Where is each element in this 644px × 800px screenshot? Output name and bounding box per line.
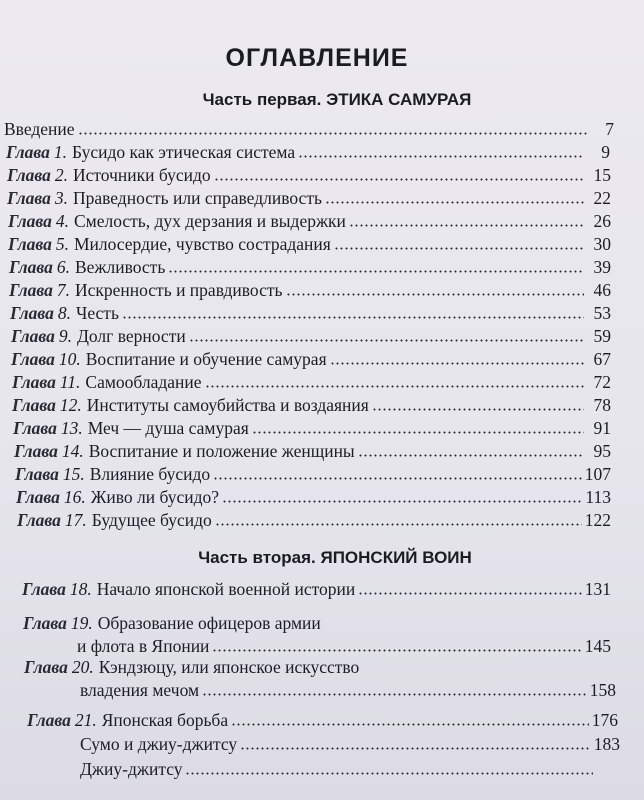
leader-dots [213, 477, 582, 480]
page-title: ОГЛАВЛЕНИЕ [225, 44, 409, 72]
toc-entry-chapter-19-cont[interactable] [77, 635, 611, 657]
toc-entry-chapter-15[interactable] [15, 463, 611, 485]
chapter-number: 8. [57, 303, 71, 323]
toc-entry-page: 183 [593, 734, 620, 754]
leader-dots [215, 523, 582, 526]
toc-entry-page: 9 [601, 142, 610, 162]
toc-entry-chapter-1[interactable] [6, 141, 610, 163]
toc-entry-title: Вежливость [74, 257, 166, 277]
toc-entry-page: 30 [593, 234, 611, 254]
part-one-heading: Часть первая. ЭТИКА САМУРАЯ [202, 90, 472, 109]
toc-entry-title: Самообладание [85, 372, 202, 392]
glava-label: Глава [24, 657, 68, 677]
chapter-number: 17. [64, 510, 87, 530]
toc-entry-title: Введение [4, 119, 75, 139]
toc-entry-page: 53 [593, 303, 611, 323]
toc-entry-title: Кэндзюцу, или японское искусство [98, 657, 360, 677]
glava-label: Глава [13, 418, 57, 438]
leader-dots [189, 339, 584, 342]
toc-entry-chapter-8[interactable] [10, 302, 611, 324]
toc-entry-page: 113 [585, 487, 611, 507]
glava-label: Глава [11, 326, 55, 346]
chapter-number: 3. [54, 188, 68, 208]
chapter-number: 18. [69, 579, 92, 599]
glava-label: Глава [12, 395, 56, 415]
toc-entry-title-continued: и флота в Японии [77, 636, 210, 656]
toc-entry-page: 7 [605, 119, 614, 139]
glava-label: Глава [9, 280, 53, 300]
toc-entry-title: Милосердие, чувство сострадания [73, 234, 331, 254]
glava-label: Глава [10, 303, 54, 323]
chapter-number: 20. [71, 657, 94, 677]
glava-label: Глава [14, 441, 58, 461]
leader-dots [168, 270, 584, 273]
leader-dots [372, 408, 584, 411]
leader-dots [349, 224, 584, 227]
toc-entry-chapter-5[interactable] [8, 233, 611, 255]
leader-dots [214, 178, 584, 181]
toc-entry-title: Живо ли бусидо? [90, 487, 220, 507]
toc-entry-title: Честь [75, 303, 119, 323]
toc-entry-chapter-13[interactable] [13, 417, 611, 439]
chapter-number: 7. [56, 280, 70, 300]
glava-label: Глава [7, 188, 51, 208]
toc-entry-title: Праведность или справедливость [72, 188, 322, 208]
toc-entry-page: 46 [593, 280, 611, 300]
toc-entry-title: Начало японской военной истории [96, 579, 356, 599]
leader-dots [185, 772, 593, 775]
glava-label: Глава [27, 710, 71, 730]
chapter-number: 21. [74, 710, 97, 730]
glava-label: Глава [17, 510, 61, 530]
toc-entry-title: Бусидо как этическая система [71, 142, 296, 162]
leader-dots [298, 155, 583, 158]
leader-dots [202, 693, 587, 696]
toc-entry-title: Воспитание и положение женщины [88, 441, 355, 461]
toc-entry-title: Образование офицеров армии [97, 613, 321, 633]
leader-dots [122, 316, 584, 319]
toc-entry-chapter-10[interactable] [11, 348, 611, 370]
toc-entry-title: Институты самоубийства и воздаяния [86, 395, 369, 415]
glava-label: Глава [23, 613, 67, 633]
toc-entry-page: 15 [593, 165, 611, 185]
toc-entry-chapter-14[interactable] [14, 440, 611, 462]
leader-dots [212, 649, 581, 652]
chapter-number: 12. [59, 395, 82, 415]
glava-label: Глава [6, 142, 50, 162]
chapter-number: 4. [55, 211, 69, 231]
toc-entry-title: Джиу-джитсу [80, 759, 183, 779]
toc-entry-page: 95 [593, 441, 611, 461]
leader-dots [222, 500, 582, 503]
chapter-number: 11. [59, 372, 81, 392]
toc-entry-chapter-3[interactable] [7, 187, 611, 209]
chapter-number: 14. [61, 441, 84, 461]
chapter-number: 13. [60, 418, 83, 438]
toc-entry-page: 72 [593, 372, 611, 392]
toc-entry-chapter-19[interactable] [23, 612, 611, 634]
chapter-number: 16. [63, 487, 86, 507]
toc-entry-page: 131 [584, 579, 611, 599]
toc-entry-chapter-2[interactable] [7, 164, 611, 186]
toc-entry-page: 107 [584, 464, 611, 484]
toc-sub-entry-sumo[interactable] [80, 733, 620, 755]
leader-dots [334, 247, 584, 250]
toc-entry-page: 158 [589, 680, 616, 700]
toc-entry-chapter-21[interactable] [27, 709, 618, 731]
glava-label: Глава [7, 165, 51, 185]
toc-sub-entry-jiujitsu[interactable] [80, 758, 620, 780]
toc-entry-page: 59 [593, 326, 611, 346]
glava-label: Глава [12, 372, 56, 392]
toc-entry-page: 78 [593, 395, 611, 415]
toc-entry-page: 39 [593, 257, 611, 277]
chapter-number: 1. [53, 142, 67, 162]
toc-entry-chapter-17[interactable] [17, 509, 611, 531]
chapter-number: 10. [58, 349, 81, 369]
toc-entry-title: Японская борьба [101, 710, 229, 730]
glava-label: Глава [9, 257, 53, 277]
toc-entry-chapter-11[interactable] [12, 371, 611, 393]
glava-label: Глава [15, 464, 59, 484]
toc-entry-page: 145 [584, 636, 611, 656]
leader-dots [358, 592, 581, 595]
part-two-heading: Часть вторая. ЯПОНСКИЙ ВОИН [198, 548, 472, 567]
glava-label: Глава [16, 487, 60, 507]
chapter-number: 2. [54, 165, 68, 185]
toc-entry-title-continued: владения мечом [80, 680, 200, 700]
toc-entry-page: 26 [593, 211, 611, 231]
toc-entry-page: 22 [593, 188, 611, 208]
toc-entry-title: Смелость, дух дерзания и выдержки [73, 211, 346, 231]
toc-entry-chapter-20[interactable] [24, 656, 611, 678]
toc-entry-title: Влияние бусидо [89, 464, 211, 484]
toc-entry-chapter-4[interactable] [8, 210, 611, 232]
toc-entry-page: 67 [593, 349, 611, 369]
toc-entry-chapter-16[interactable] [16, 486, 611, 508]
leader-dots [78, 132, 587, 135]
glava-label: Глава [8, 211, 52, 231]
glava-label: Глава [22, 579, 66, 599]
toc-entry-title: Воспитание и обучение самурая [85, 349, 327, 369]
toc-entry-chapter-20-cont[interactable] [80, 679, 616, 701]
leader-dots [358, 454, 584, 457]
toc-entry-chapter-12[interactable] [12, 394, 611, 416]
toc-entry-title: Долг верности [76, 326, 186, 346]
leader-dots [286, 293, 584, 296]
toc-entry-chapter-7[interactable] [9, 279, 611, 301]
chapter-number: 6. [56, 257, 70, 277]
leader-dots [240, 747, 591, 750]
leader-dots [325, 201, 584, 204]
toc-entry-page: 91 [593, 418, 611, 438]
toc-entry-title: Меч — душа самурая [87, 418, 249, 438]
toc-entry-title: Источники бусидо [72, 165, 211, 185]
glava-label: Глава [11, 349, 55, 369]
toc-entry-page: 176 [591, 710, 618, 730]
chapter-number: 5. [55, 234, 69, 254]
toc-entry-chapter-18[interactable] [22, 578, 611, 600]
leader-dots [231, 723, 589, 726]
glava-label: Глава [8, 234, 52, 254]
toc-entry-title: Будущее бусидо [91, 510, 212, 530]
chapter-number: 15. [62, 464, 85, 484]
leader-dots [330, 362, 584, 365]
toc-entry-chapter-9[interactable] [11, 325, 611, 347]
toc-entry-title: Сумо и джиу-джитсу [80, 734, 238, 754]
chapter-number: 9. [58, 326, 72, 346]
toc-entry-page: 122 [584, 510, 611, 530]
toc-entry-chapter-6[interactable] [9, 256, 611, 278]
chapter-number: 19. [70, 613, 93, 633]
toc-entry-intro[interactable] [4, 118, 614, 140]
toc-entry-title: Искренность и правдивость [74, 280, 283, 300]
leader-dots [252, 431, 584, 434]
leader-dots [205, 385, 584, 388]
